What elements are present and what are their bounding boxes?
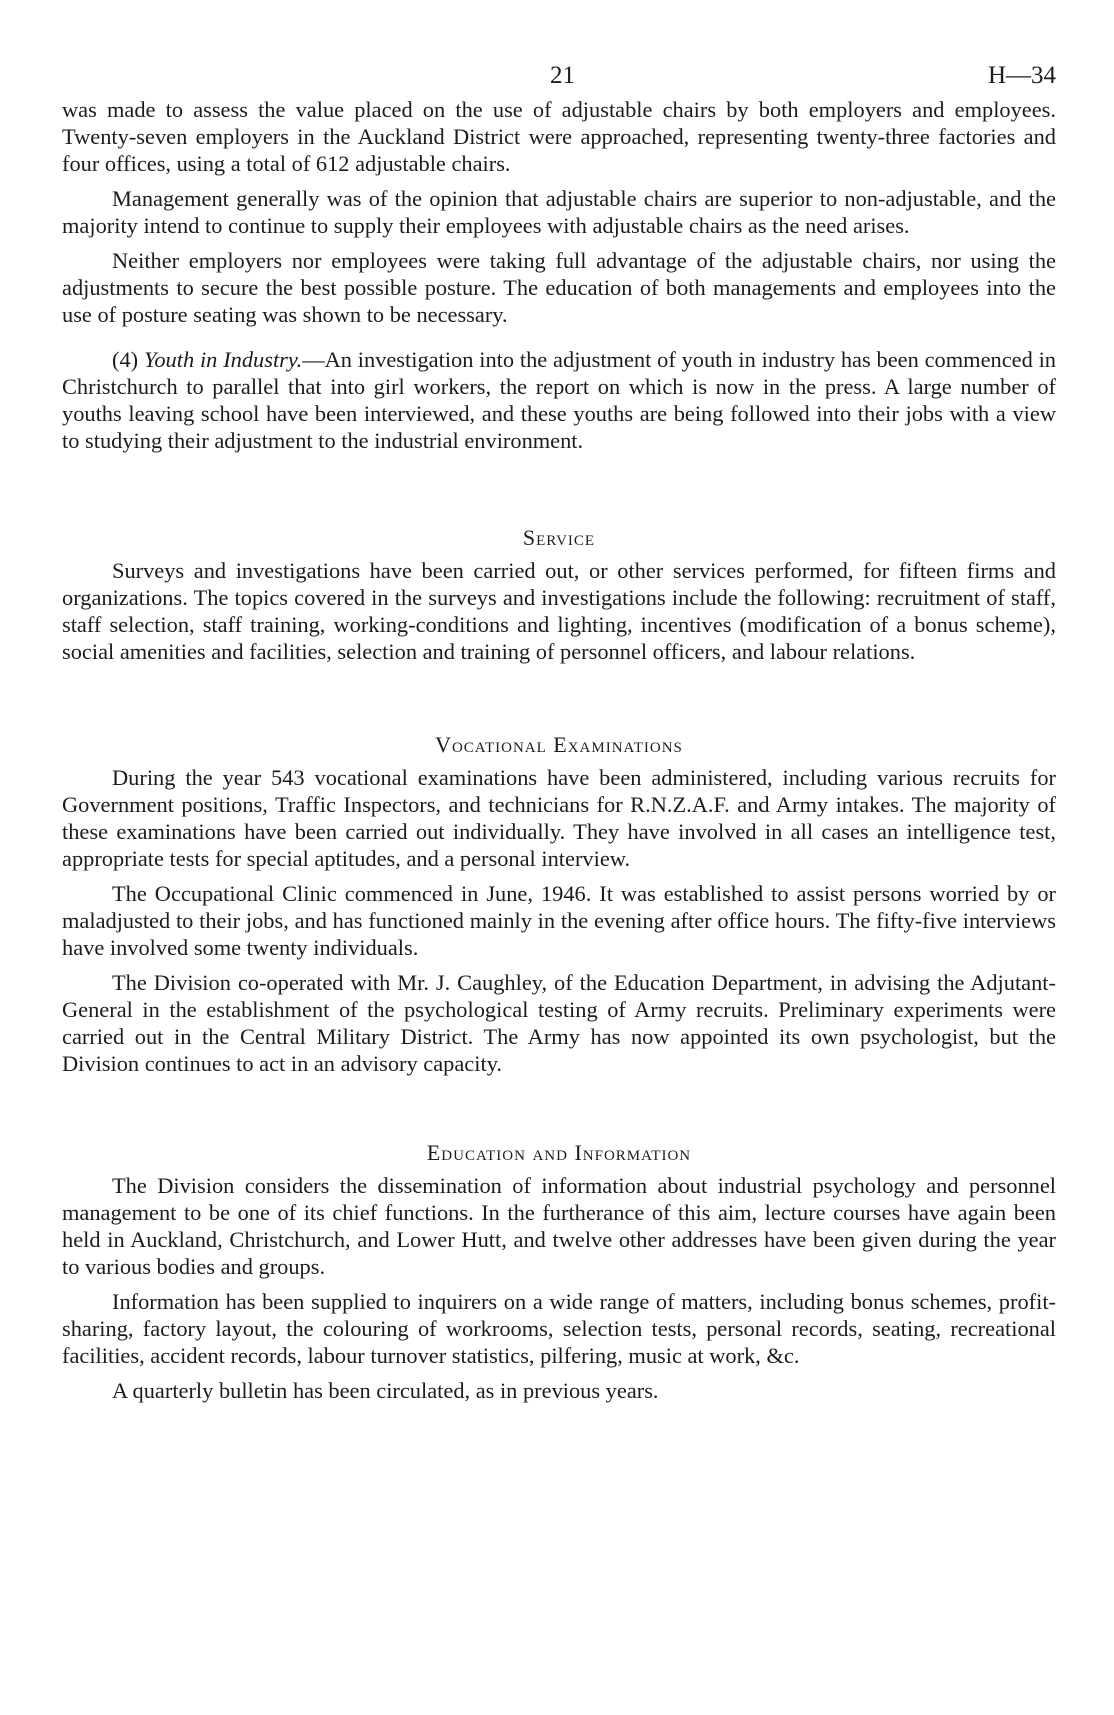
paragraph-information-supplied: Information has been supplied to inquirers on a wide range of matters, including bonus schemes, profit-sharing, factory layout, the colouring of workrooms, selection tests, personal records, seating, recreational facilities, accident records, labour turnover statistics, pilfering, music at work, &c. (62, 1289, 1056, 1368)
paragraph-youth-in-industry (62, 346, 1056, 454)
item-body: —An investigation into the adjustment of youth in industry has been commenced in Christchurch to parallel that into girl workers, the report on which is now in the press. A large number of youths leaving school have been interviewed, and these youths are being followed into their jobs with a view to studying their adjustment to the industrial environment. (62, 347, 1057, 453)
section-heading-education-information: Education and Information (426, 1140, 692, 1165)
section-heading-service: Service (522, 525, 596, 550)
item-title: Youth in Industry. (143, 347, 303, 372)
paragraph-vocational-examinations: During the year 543 vocational examinations have been administered, including various recruits for Government positions, Traffic Inspectors, and technicians for R.N.Z.A.F. and Army intakes. The majority of these examinations have been carried out individually. They have involved in all cases an intelligence test, appropriate tests for special aptitudes, and a personal interview. (62, 765, 1056, 871)
page-header (62, 56, 1056, 96)
item-number: (4) (112, 347, 139, 372)
paragraph-occupational-clinic: The Occupational Clinic commenced in June, 1946. It was established to assist persons worried by or maladjusted to their jobs, and has functioned mainly in the evening after office hours. The fifty-five interviews have involved some twenty individuals. (62, 881, 1056, 960)
paragraph-service: Surveys and investigations have been carried out, or other services performed, for fifteen firms and organizations. The topics covered in the surveys and investigations include the following: recruitment of staff, staff selection, staff training, working-conditions and lighting, incentives (modification of a bonus scheme), social amenities and facilities, selection and training of personnel officers, and labour relations. (62, 558, 1056, 664)
paragraph-posture-education: Neither employers nor employees were taking full advantage of the adjustable chairs, nor using the adjustments to secure the best possible posture. The education of both managements and employees into the use of posture seating was shown to be necessary. (62, 248, 1056, 327)
paragraph-management-opinion: Management generally was of the opinion that adjustable chairs are superior to non-adjustable, and the majority intend to continue to supply their employees with adjustable chairs as the need arises. (62, 186, 1056, 238)
paragraph-adjustable-chairs-intro: was made to assess the value placed on the use of adjustable chairs by both employers and employees. Twenty-seven employers in the Auckland District were approached, representing twenty-three factories and four offices, using a total of 612 adjustable chairs. (62, 97, 1056, 176)
document-code: H—34 (987, 62, 1056, 89)
document-page (62, 56, 1056, 1404)
paragraph-army-testing: The Division co-operated with Mr. J. Caughley, of the Education Department, in advising the Adjutant-General in the establishment of the psychological testing of Army recruits. Preliminary experiments were carried out in the Central Military District. The Army has now appointed its own psychologist, but the Division continues to act in an advisory capacity. (62, 970, 1056, 1076)
page-number: 21 (550, 62, 575, 89)
paragraph-dissemination: The Division considers the dissemination of information about industrial psychology and personnel management to be one of its chief functions. In the furtherance of this aim, lecture courses have again been held in Auckland, Christchurch, and Lower Hutt, and twelve other addresses have been given during the year to various bodies and groups. (62, 1173, 1056, 1279)
section-heading-vocational-examinations: Vocational Examinations (435, 732, 683, 757)
paragraph-quarterly-bulletin: A quarterly bulletin has been circulated, as in previous years. (112, 1378, 659, 1403)
